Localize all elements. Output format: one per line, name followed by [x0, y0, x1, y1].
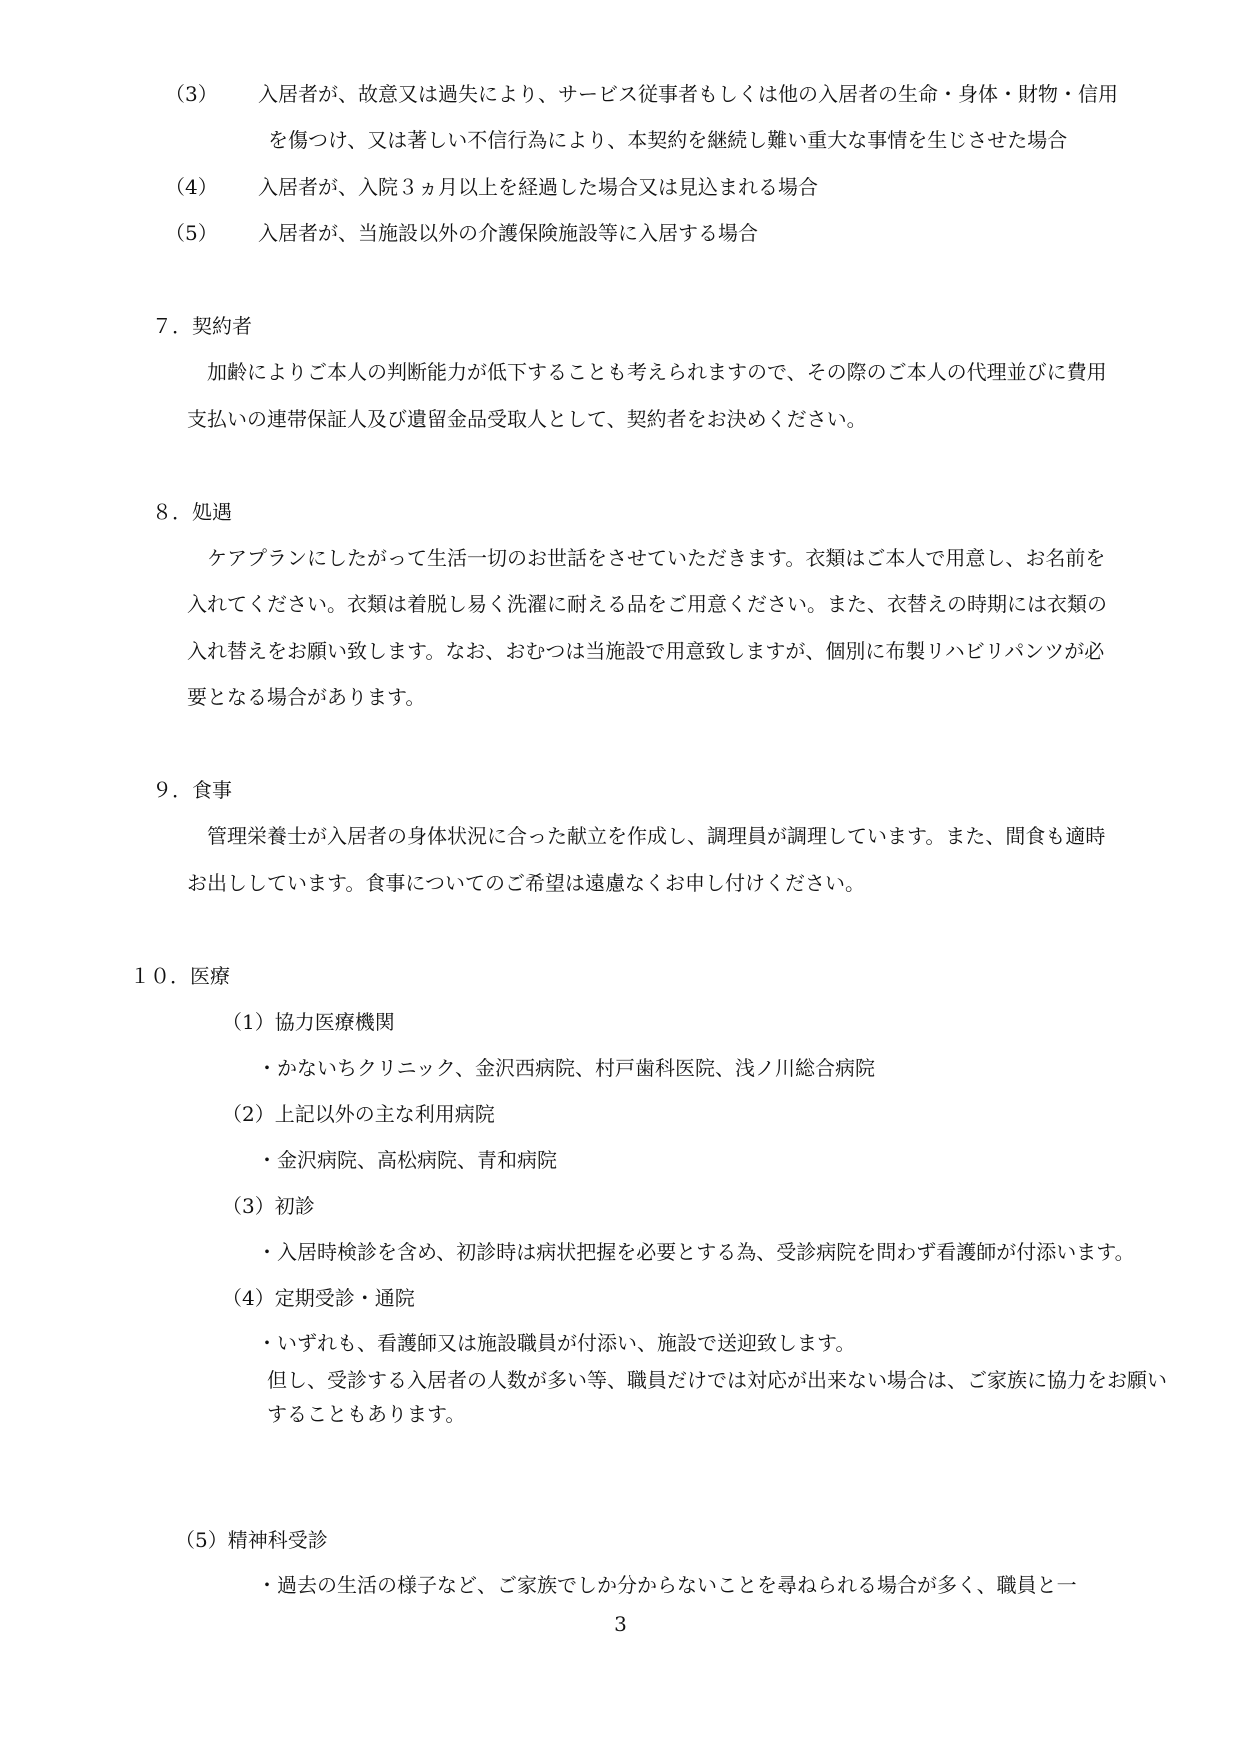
section-10-sub4-body-line-1: ・いずれも、看護師又は施設職員が付添い、施設で送迎致します。: [257, 1331, 856, 1355]
section-8-body-line-1: ケアプランにしたがって生活一切のお世話をさせていただきます。衣類はご本人で用意し、お名前を: [207, 546, 1106, 570]
section-10-sub5-body: ・過去の生活の様子など、ご家族でしか分からないことを尋ねられる場合が多く、職員と一: [257, 1573, 1077, 1597]
section-10-sub4-title: （4）定期受診・通院: [222, 1286, 415, 1310]
section-7-heading: ７．契約者: [152, 314, 252, 338]
section-8-body-line-2: 入れてください。衣類は着脱し易く洗濯に耐える品をご用意ください。また、衣替えの時期には衣類の: [187, 592, 1107, 616]
item-5-number: （5）: [165, 221, 218, 245]
section-10-sub2-title: （2）上記以外の主な利用病院: [222, 1102, 495, 1126]
section-10-heading: １０．医療: [130, 964, 230, 988]
item-3-number: （3）: [165, 82, 218, 106]
section-10-sub5-title: （5）精神科受診: [175, 1528, 328, 1552]
section-9-body-line-1: 管理栄養士が入居者の身体状況に合った献立を作成し、調理員が調理しています。また、間食も適時: [207, 824, 1106, 848]
section-8-heading: ８．処遇: [152, 500, 232, 524]
section-10-sub3-body: ・入居時検診を含め、初診時は病状把握を必要とする為、受診病院を問わず看護師が付添います。: [257, 1240, 1135, 1264]
page-number: 3: [614, 1612, 627, 1636]
item-3-line-2: を傷つけ、又は著しい不信行為により、本契約を継続し難い重大な事情を生じさせた場合: [268, 128, 1068, 152]
item-3-line-1: 入居者が、故意又は過失により、サービス従事者もしくは他の入居者の生命・身体・財物・信用: [258, 82, 1118, 106]
item-4-line-1: 入居者が、入院３ヵ月以上を経過した場合又は見込まれる場合: [258, 175, 818, 199]
section-9-body-line-2: お出ししています。食事についてのご希望は遠慮なくお申し付けください。: [187, 871, 865, 895]
section-10-sub1-title: （1）協力医療機関: [222, 1010, 395, 1034]
item-5-line-1: 入居者が、当施設以外の介護保険施設等に入居する場合: [258, 221, 758, 245]
section-9-heading: ９．食事: [152, 778, 232, 802]
section-8-body-line-3: 入れ替えをお願い致します。なお、おむつは当施設で用意致しますが、個別に布製リハビリパンツが必: [187, 639, 1105, 663]
section-10-sub3-title: （3）初診: [222, 1194, 315, 1218]
section-7-body-line-2: 支払いの連帯保証人及び遺留金品受取人として、契約者をお決めください。: [187, 407, 867, 431]
section-10-sub4-body-line-2: 但し、受診する入居者の人数が多い等、職員だけでは対応が出来ない場合は、ご家族に協力をお願い: [267, 1368, 1167, 1392]
item-4-number: （4）: [165, 175, 218, 199]
section-10-sub2-body: ・金沢病院、高松病院、青和病院: [257, 1148, 557, 1172]
section-10-sub1-body: ・かないちクリニック、金沢西病院、村戸歯科医院、浅ノ川総合病院: [257, 1056, 875, 1080]
section-8-body-line-4: 要となる場合があります。: [187, 685, 426, 709]
section-7-body-line-1: 加齢によりご本人の判断能力が低下することも考えられますので、その際のご本人の代理並びに費用: [207, 360, 1107, 384]
section-10-sub4-body-line-3: することもあります。: [267, 1402, 466, 1426]
